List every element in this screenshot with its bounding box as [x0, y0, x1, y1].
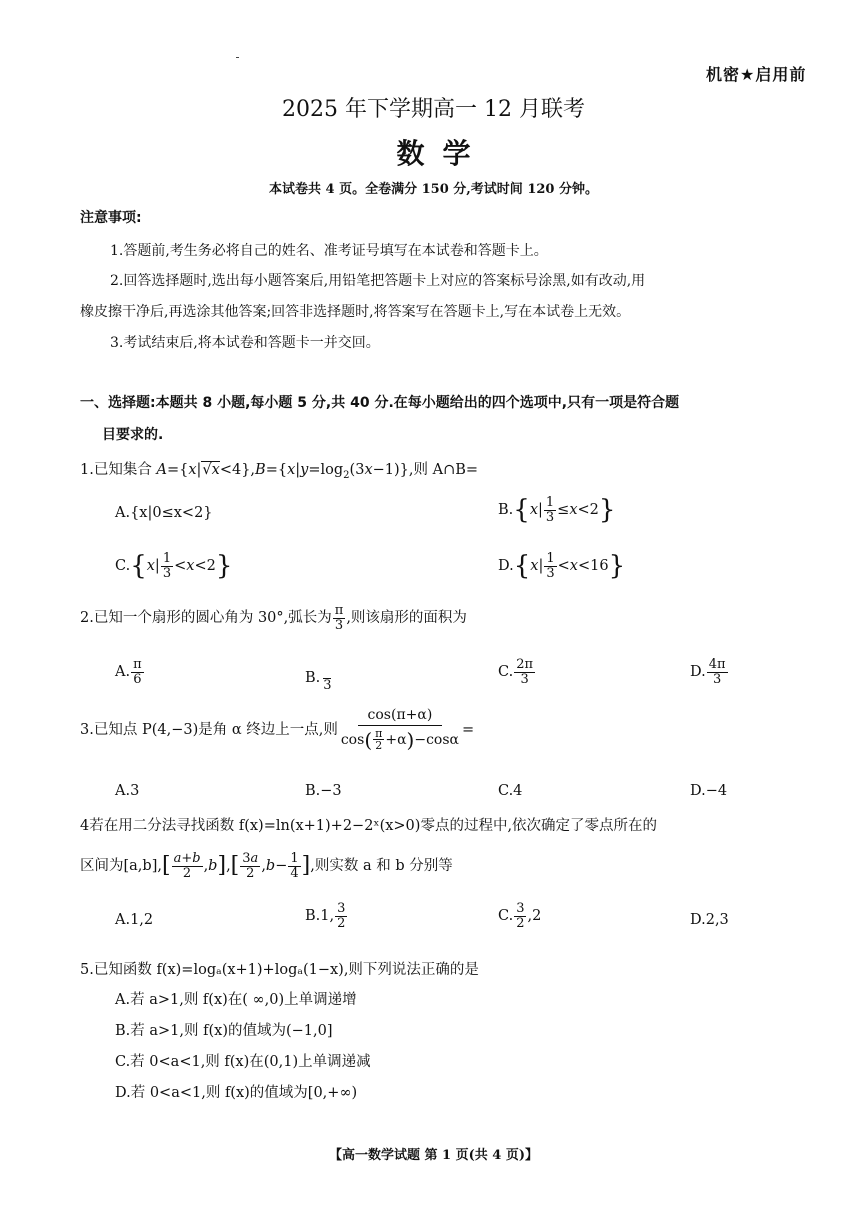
subject-title: 数学 [396, 137, 489, 170]
question-2-option-c: C. $\frac{2\pi}{3}$ [498, 657, 534, 687]
question-3-option-d: D.−4 [690, 783, 728, 799]
notice-item-2-line-1: 2.回答选择题时,选出每小题答案后,用铅笔把答题卡上对应的答案标号涂黑,如有改动,用 [110, 273, 646, 289]
exam-title: 2025 年下学期高一 12 月联考 [282, 97, 585, 122]
question-3-stem: 3.已知点 P(4,−3)是角 α 终边上一点,则 cos(π+α) cos( $\frac{\pi}{2}$ +α)−cosα = [80, 707, 475, 753]
question-1-option-d: D.{x| $\frac{1}{3}$ <x<16} [498, 551, 626, 582]
exam-info: 本试卷共 4 页。全卷满分 150 分,考试时间 120 分钟。 [269, 182, 598, 197]
question-1-option-c: C.{x| $\frac{1}{3}$ <x<2} [115, 551, 233, 582]
question-1-option-b: B.{x| $\frac{1}{3}$ ≤x<2} [498, 495, 616, 526]
question-3-option-b: B.−3 [305, 783, 342, 799]
section-heading-cont: 目要求的. [102, 427, 164, 443]
question-2-stem: 2.已知一个扇形的圆心角为 30°,弧长为 $\frac{\pi}{3}$ ,则该扇形的面积为 [80, 603, 467, 633]
notice-item-1: 1.答题前,考生务必将自己的姓名、准考证号填写在本试卷和答题卡上。 [110, 243, 548, 259]
question-4-stem-line-1: 4若在用二分法寻找函数 f(x)=ln(x+1)+2−2ˣ(x>0)零点的过程中,依次确定了零点所在的 [80, 818, 658, 834]
question-4-option-a: A.1,2 [115, 912, 154, 928]
question-3-option-a: A.3 [115, 783, 140, 799]
question-5-option-d: D.若 0<a<1,则 f(x)的值域为[0,+∞) [115, 1085, 358, 1101]
question-2-option-d: D. $\frac{4\pi}{3}$ [690, 657, 726, 687]
question-1-stem: 1.已知集合 $A=\{x|√x<4\},B=\{x|y=\log_2(3x-1)\}$,则 A∩B= [80, 462, 479, 481]
question-2-option-a: A. $\frac{\pi}{6}$ [115, 657, 142, 687]
question-2-option-b: B. 3 [305, 664, 335, 692]
question-5-option-b: B.若 a>1,则 f(x)的值域为(−1,0] [115, 1023, 333, 1039]
section-heading: 一、选择题:本题共 8 小题,每小题 5 分,共 40 分.在每小题给出的四个选项中,只有一项是符合题 [80, 395, 680, 411]
page-footer: 【高一数学试题 第 1 页(共 4 页)】 [328, 1148, 539, 1163]
notice-item-2-line-2: 橡皮擦干净后,再选涂其他答案;回答非选择题时,将答案写在答题卡上,写在本试卷上无效。 [80, 304, 631, 320]
question-4-option-b: B.1, $\frac{3}{2}$ [305, 901, 346, 931]
question-5-stem: 5.已知函数 f(x)=logₐ(x+1)+logₐ(1−x),则下列说法正确的是 [80, 962, 479, 978]
question-1-option-a: A.{x|0≤x<2} [115, 505, 213, 521]
scan-speck [236, 57, 239, 58]
notice-item-3: 3.考试结束后,将本试卷和答题卡一并交回。 [110, 335, 380, 351]
question-5-option-a: A.若 a>1,则 f(x)在( ∞,0)上单调递增 [115, 992, 357, 1008]
question-4-option-c: C. $\frac{3}{2}$ ,2 [498, 901, 542, 931]
question-3-option-c: C.4 [498, 783, 523, 799]
notice-heading: 注意事项: [80, 210, 142, 226]
confidential-label: 机密★启用前 [706, 65, 807, 84]
question-5-option-c: C.若 0<a<1,则 f(x)在(0,1)上单调递减 [115, 1054, 371, 1070]
question-4-stem-line-2: 区间为[a,b],[ $\frac{a+b}{2}$ ,b],[ $\frac{3a}{2}$ ,b− $\frac{1}{4}$ ],则实数 a 和 b 分别等 [80, 851, 453, 881]
question-4-option-d: D.2,3 [690, 912, 729, 928]
